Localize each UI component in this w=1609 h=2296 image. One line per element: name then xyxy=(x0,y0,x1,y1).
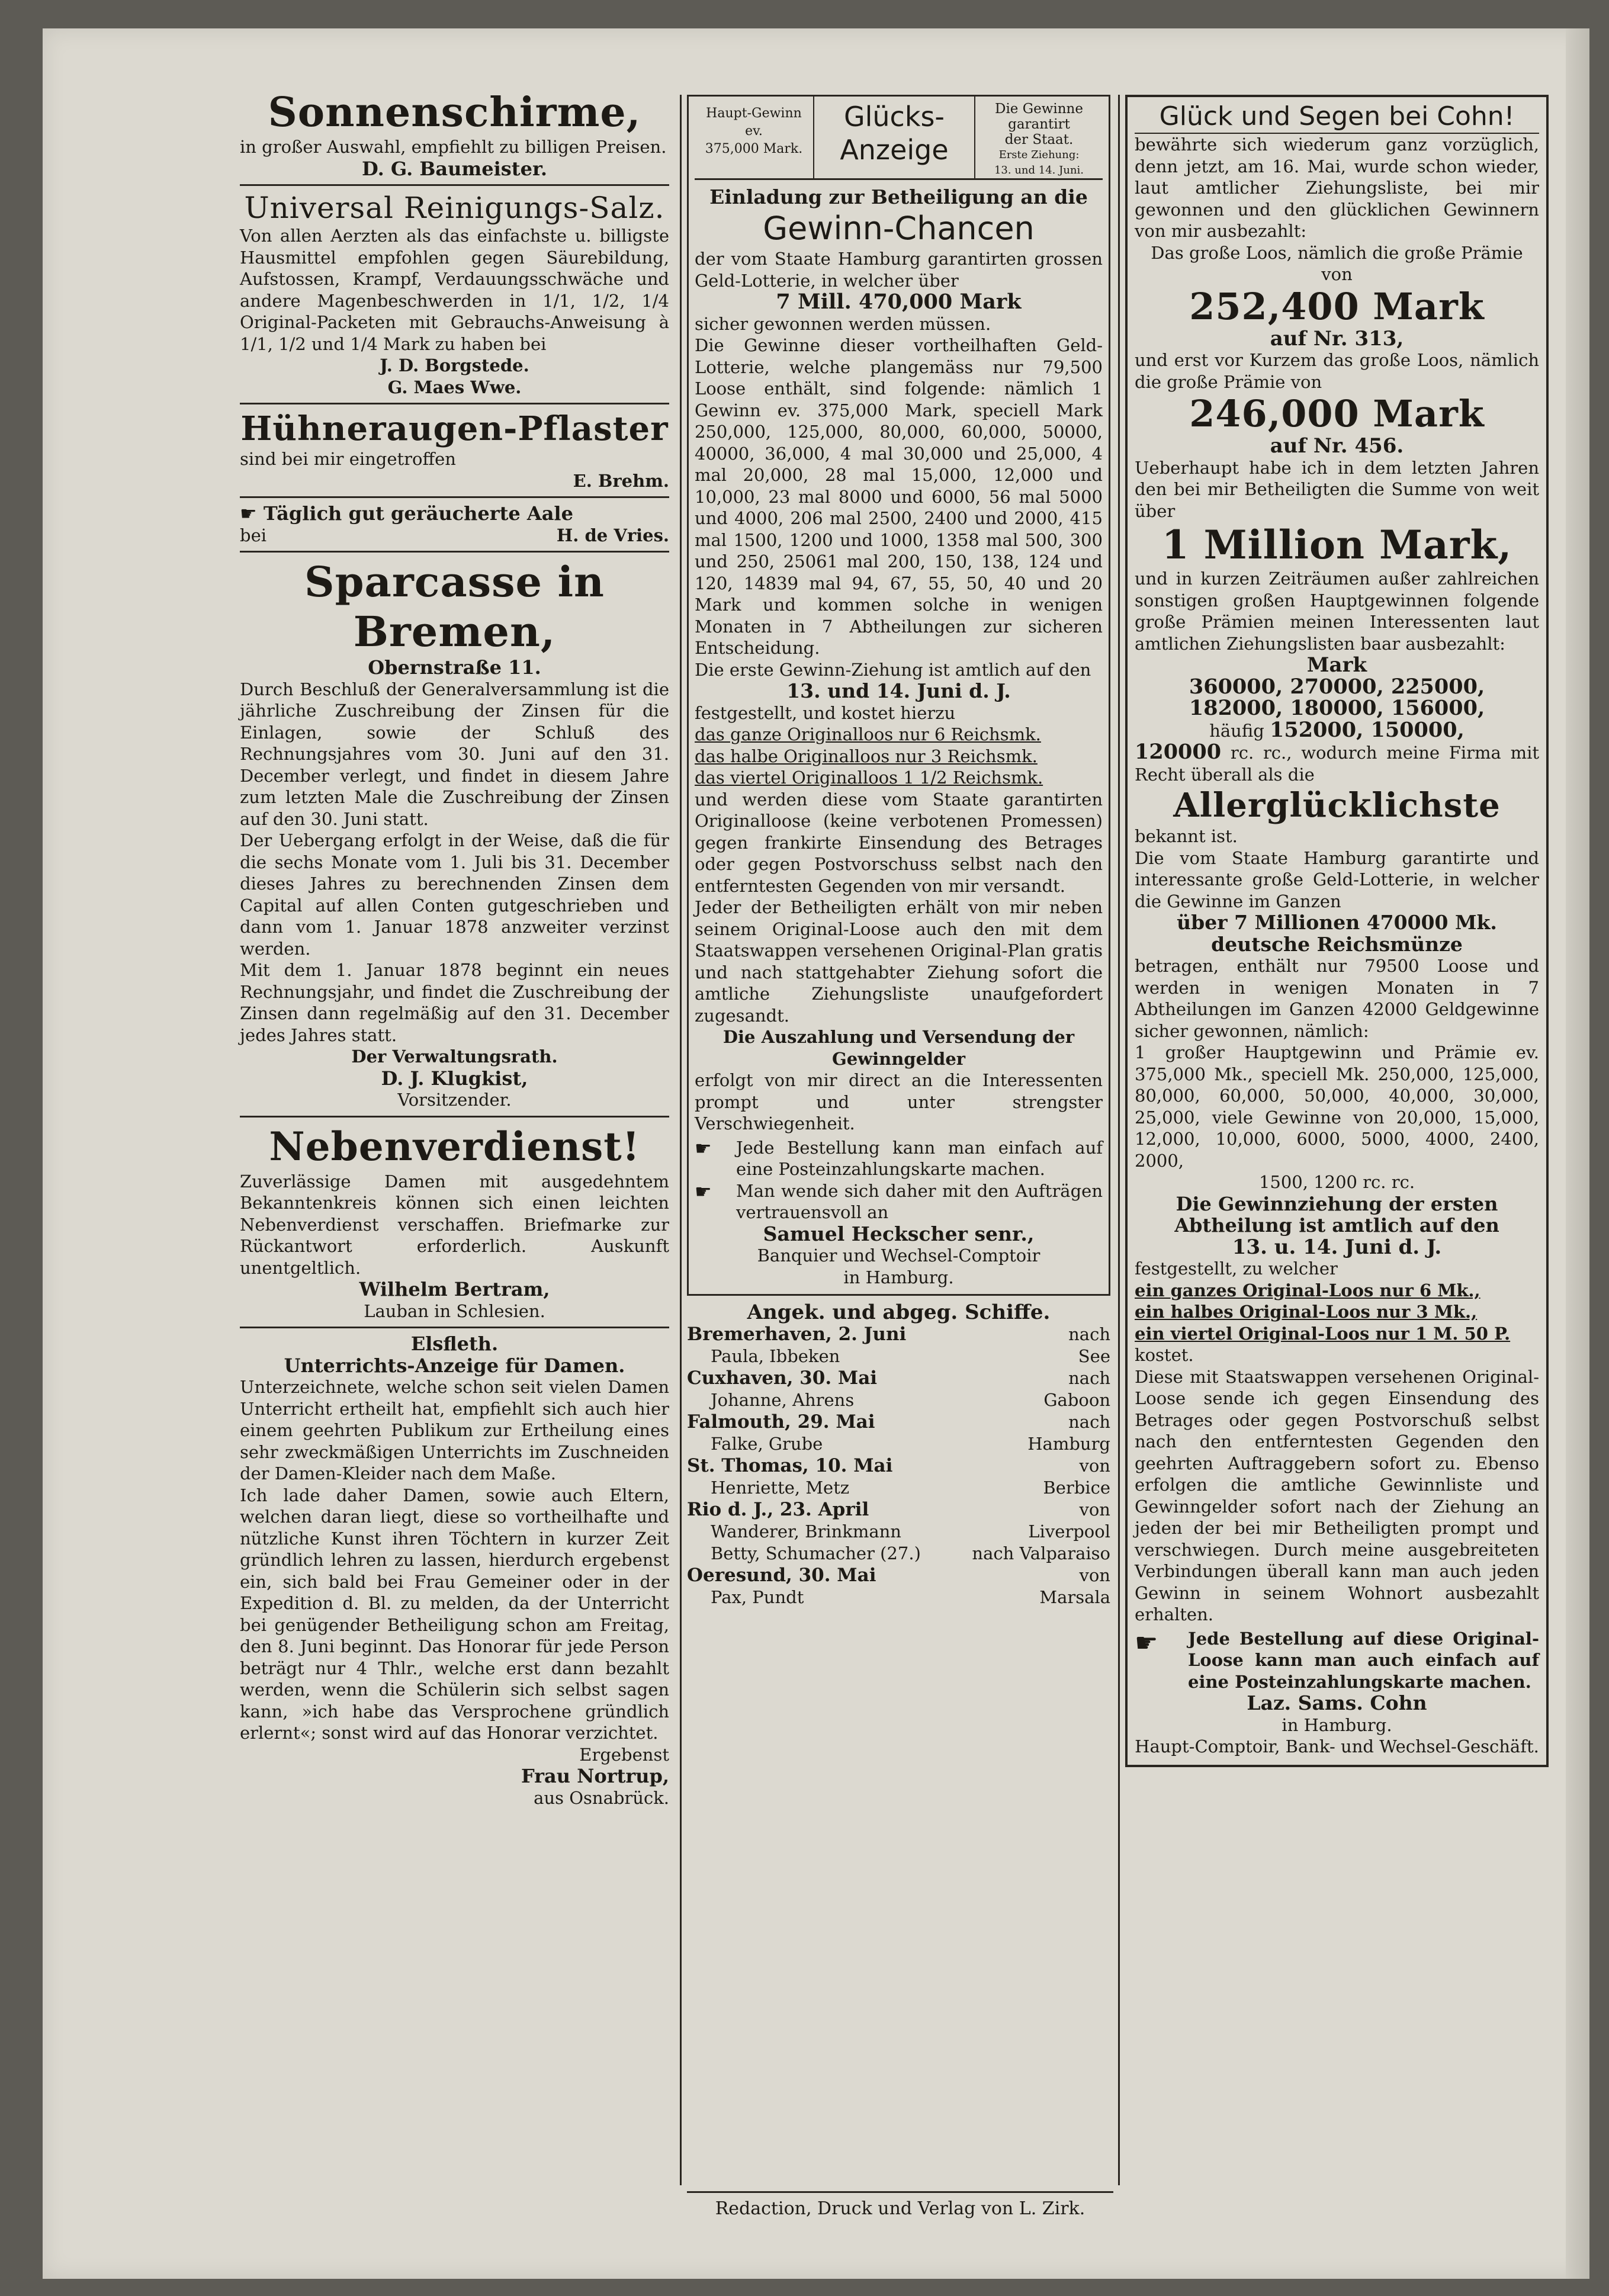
cohn-nums-2: 182000, 180000, 156000, xyxy=(1189,696,1485,720)
ship-row-left: Johanne, Ahrens xyxy=(711,1389,855,1410)
ships-section xyxy=(687,1302,1110,1608)
price-quarter: das viertel Originalloos 1 1/2 Reichsmk. xyxy=(695,768,1043,788)
ship-row-left: Betty, Schumacher (27.) xyxy=(711,1543,921,1563)
cohn-number-2: auf Nr. 456. xyxy=(1270,434,1404,458)
reinigung-title: Universal Reinigungs-Salz. xyxy=(244,191,665,225)
lottery-p2: Die Gewinne dieser vortheilhaften Geld-Lotterie, welche plangemäss nur 79,500 Loose enthält, sind folgende: nämlich 1 Gewinn ev. 375,000 Mark, speciell Mark 250,000, 125,000, 80,000, 60,000, 50000, 40000, 36,000, 4 mal 30,000 und 25,000, 4 mal 20,000, 28 mal 15,000, 12,000 und 10,000, 23 mal 8000 und 6000, 56 mal 5000 und 4000, 206 mal 2500, 2400 und 2000, 415 mal 1500, 1200 und 1000, 1358 mal 500, 300 und 250, 25061 mal 200, 150, 138, 124 und 120, 14839 mal 94, 67, 55, 50, 40 und 20 Mark und kommen solche in wenigen Monaten in 7 Abtheilungen zur sicheren Entscheidung. xyxy=(695,335,1103,658)
header-left-1: Haupt-Gewinn xyxy=(706,106,802,121)
cohn-reichs: deutsche Reichsmünze xyxy=(1211,932,1463,956)
gluecks-header xyxy=(695,97,1103,180)
page-edge xyxy=(1566,28,1589,2279)
cohn-p8b: 1500, 1200 rc. rc. xyxy=(1258,1172,1415,1192)
cohn-fest: festgestellt, zu welcher xyxy=(1135,1258,1338,1279)
cohn-sign-3: Haupt-Comptoir, Bank- und Wechsel-Geschäft. xyxy=(1135,1736,1539,1756)
ship-row xyxy=(687,1587,1110,1608)
ship-row-right: nach xyxy=(1068,1411,1110,1432)
cohn-million: 1 Million Mark, xyxy=(1161,522,1512,568)
footer-rule xyxy=(687,2191,1113,2193)
elsfleth-ergebenst: Ergebenst xyxy=(579,1744,669,1765)
ship-row xyxy=(687,1477,1110,1499)
ship-row xyxy=(687,1455,1110,1477)
huehner-title: Hühneraugen-Pflaster xyxy=(240,409,669,448)
heckscher-sign-3: in Hamburg. xyxy=(843,1267,954,1287)
heckscher-sign-2: Banquier und Wechsel-Comptoir xyxy=(757,1245,1040,1266)
ship-row-left: Falmouth, 29. Mai xyxy=(687,1411,875,1433)
ship-row-right: Berbice xyxy=(1043,1477,1110,1498)
lottery-p6: Jeder der Betheiligten erhält von mir neben seinem Original-Loose auch den mit dem Staatswappen versehenen Original-Plan gratis und nach stattgehabter Ziehung sofort die amtliche Ziehungsliste unaufgefordert zugesandt. xyxy=(695,897,1103,1026)
ship-row xyxy=(687,1499,1110,1521)
sonnenschirme-sign: D. G. Baumeister. xyxy=(362,157,547,180)
aale-bei: bei xyxy=(240,525,267,545)
cohn-p5: und in kurzen Zeiträumen außer zahlreichen sonstigen großen Hauptgewinnen folgende große Prämien meinen Interessenten laut amtlichen Ziehungslisten baar ausbezahlt: xyxy=(1135,569,1539,654)
header-left-3: 375,000 Mark. xyxy=(705,142,803,156)
cohn-p1: bewährte sich wiederum ganz vorzüglich, denn jetzt, am 16. Mai, wurde schon wieder, laut amtlicher Ziehungsliste, bei mir gewonnen und den glücklichen Gewinnern von mir ausbezahlt: xyxy=(1135,134,1539,241)
lottery-p5: und werden diese vom Staate garantirten Originalloose (keine verbotenen Promessen) gegen frankirte Einsendung des Betrages oder gegen Postvorschuss selbst nach den entferntesten Gegenden von mir versandt. xyxy=(695,789,1103,896)
ship-row-left: Falke, Grube xyxy=(711,1433,823,1454)
cohn-p8: 1 großer Hauptgewinn und Prämie ev. 375,000 Mk., speciell Mk. 250,000, 125,000, 80,000, 60,000, 50,000, 40,000, 30,000, 25,000, viele Gewinne von 20,000, 15,000, 12,000, 10,000, 6000, 5000, 4000, 2400, 2000, xyxy=(1135,1042,1539,1171)
ship-row-right: nach xyxy=(1068,1324,1110,1344)
ship-row xyxy=(687,1324,1110,1346)
cohn-p9: Diese mit Staatswappen versehenen Original-Loose sende ich gegen Einsendung des Betrages oder gegen Postvorschuß selbst nach den entferntesten Gegenden den geehrten Auftraggebern sofort zu. Ebenso erfolgen die amtliche Gewinnliste und Gewinngelder sofort nach der Ziehung an jeden der bei mir Betheiligten prompt und verschwiegen. Durch meine ausgebreiteten Verbindungen überall kann man auch jeden Gewinn in seinem Wohnort ausbezahlt erhalten. xyxy=(1135,1366,1539,1624)
sparcasse-title: Sparcasse in Bremen, xyxy=(304,557,605,656)
sparcasse-p3: Mit dem 1. Januar 1878 beginnt ein neues Rechnungsjahr, und findet die Zuschreibung der Zinsen dann regelmäßig auf den 31. December jedes Jahres statt. xyxy=(240,960,669,1045)
header-left-2: ev. xyxy=(745,124,763,139)
aale-line: Täglich gut geräucherte Aale xyxy=(263,502,573,525)
ship-row-left: Bremerhaven, 2. Juni xyxy=(687,1323,907,1345)
ship-row-right: von xyxy=(1079,1499,1110,1520)
cohn-note: Jede Bestellung auf diese Original-Loose kann man auch einfach auf eine Posteinzahlungskarte machen. xyxy=(1188,1628,1539,1692)
cohn-bekannt: bekannt ist. xyxy=(1135,826,1238,846)
lottery-p4: festgestellt, und kostet hierzu xyxy=(695,702,956,723)
header-right-3: der Staat. xyxy=(1004,132,1074,147)
ship-row-right: Marsala xyxy=(1039,1587,1110,1607)
ship-row xyxy=(687,1389,1110,1411)
cohn-loos-whole: ein ganzes Original-Loos nur 6 Mk., xyxy=(1135,1280,1480,1300)
lottery-p1: der vom Staate Hamburg garantirten grossen Geld-Lotterie, in welcher über xyxy=(695,249,1103,291)
divider xyxy=(240,403,669,404)
cohn-p3: und erst vor Kurzem das große Loos, nämlich die große Prämie von xyxy=(1135,350,1539,392)
ship-row xyxy=(687,1346,1110,1367)
ship-row-left: Pax, Pundt xyxy=(711,1587,804,1607)
pointing-hand-icon: ☛ xyxy=(695,1180,712,1203)
ship-row xyxy=(687,1411,1110,1433)
header-mid-1: Glücks- xyxy=(843,101,945,133)
ship-row-right: Gaboon xyxy=(1043,1389,1110,1410)
lottery-date: 13. und 14. Juni d. J. xyxy=(786,679,1011,702)
ships-title: Angek. und abgeg. Schiffe. xyxy=(747,1300,1051,1324)
cohn-nums-1: 360000, 270000, 225000, xyxy=(1189,674,1485,699)
ship-row-left: Paula, Ibbeken xyxy=(711,1346,840,1366)
imprint: Redaction, Druck und Verlag von L. Zirk. xyxy=(715,2198,1085,2219)
cohn-p2: Das große Loos, nämlich die große Prämie von xyxy=(1151,242,1523,284)
ship-row-left: Cuxhaven, 30. Mai xyxy=(687,1367,878,1389)
ship-row-right: nach xyxy=(1068,1367,1110,1388)
reinigung-sign-2: G. Maes Wwe. xyxy=(387,377,522,397)
huehner-sign: E. Brehm. xyxy=(573,470,669,491)
cohn-amount-2: 246,000 Mark xyxy=(1189,392,1485,435)
ship-row-right: See xyxy=(1078,1346,1110,1366)
column-1 xyxy=(240,89,669,1809)
pointing-hand-icon: ☛ xyxy=(695,1136,712,1160)
sparcasse-p1: Durch Beschluß der Generalversammlung ist die jährliche Zuschreibung der Zinsen für die Einlagen, sowie der Schluß des Rechnungsjahres vom 30. Juni auf den 31. December verlegt, und findet in diesem Jahre zum letzten Male die Zuschreibung der Zinsen auf den 30. Juni statt. xyxy=(240,679,669,829)
sparcasse-sub: Obernstraße 11. xyxy=(368,656,541,679)
elsfleth-sign-2: aus Osnabrück. xyxy=(534,1787,669,1808)
header-left xyxy=(695,97,814,178)
divider xyxy=(240,1116,669,1118)
cohn-ueber: über 7 Millionen 470000 Mk. xyxy=(1177,911,1497,934)
ship-row xyxy=(687,1433,1110,1455)
cohn-haeufig: häufig xyxy=(1209,720,1264,741)
lottery-ad xyxy=(687,95,1110,1296)
ship-row-left: Rio d. J., 23. April xyxy=(687,1498,869,1520)
cohn-loos-quarter: ein viertel Original-Loos nur 1 M. 50 P. xyxy=(1135,1323,1511,1344)
cohn-p4: Ueberhaupt habe ich in dem letzten Jahren den bei mir Betheiligten die Summe von weit über xyxy=(1135,457,1539,521)
sparcasse-sign-2: D. J. Klugkist, xyxy=(381,1067,528,1090)
column-3 xyxy=(1125,95,1549,1767)
ship-row xyxy=(687,1565,1110,1587)
ship-row-right: von xyxy=(1079,1455,1110,1476)
lottery-auszahlung: Die Auszahlung und Versendung der Gewinngelder xyxy=(722,1027,1075,1069)
lottery-p3: Die erste Gewinn-Ziehung ist amtlich auf den xyxy=(695,659,1091,680)
sonnenschirme-text: in großer Auswahl, empfiehlt zu billigen Preisen. xyxy=(240,137,667,157)
divider xyxy=(240,1327,669,1328)
ship-row xyxy=(687,1367,1110,1389)
heckscher-sign-1: Samuel Heckscher senr., xyxy=(763,1222,1035,1245)
cohn-ziehung: Die Gewinnziehung der ersten Abtheilung ist amtlich auf den xyxy=(1174,1192,1499,1237)
divider xyxy=(240,184,669,186)
huehner-text: sind bei mir eingetroffen xyxy=(240,449,456,469)
ship-row xyxy=(687,1521,1110,1543)
ship-row-right: nach Valparaiso xyxy=(972,1543,1110,1563)
nebenverdienst-title: Nebenverdienst! xyxy=(269,1123,640,1170)
cohn-firma: rc. rc., wodurch meine Firma mit Recht überall als die xyxy=(1135,743,1540,785)
lottery-note-1: Jede Bestellung kann man einfach auf eine Posteinzahlungskarte machen. xyxy=(736,1137,1103,1179)
header-right-2: garantirt xyxy=(1008,117,1070,132)
ship-row-left: St. Thomas, 10. Mai xyxy=(687,1454,893,1476)
nebenverdienst-text: Zuverlässige Damen mit ausgedehntem Bekanntenkreis können sich einen leichten Nebenverdienst verschaffen. Briefmarke zur Rückantwort erforderlich. Auskunft unentgeltlich. xyxy=(240,1171,669,1278)
nebenverdienst-sign-2: Lauban in Schlesien. xyxy=(364,1300,545,1321)
pointing-hand-icon: ☛ xyxy=(240,502,264,525)
lottery-mill: 7 Mill. 470,000 Mark xyxy=(776,290,1022,314)
cohn-loos-half: ein halbes Original-Loos nur 3 Mk., xyxy=(1135,1302,1478,1322)
cohn-allergluecklichste: Allerglücklichste xyxy=(1173,786,1501,825)
sparcasse-p2: Der Uebergang erfolgt in der Weise, daß die für die sechs Monate vom 1. Juli bis 31. December dieses Jahres zu berechnenden Zinsen dem Capital auf allen Conten gutgeschrieben und dann vom 1. Januar 1878 anzweiter verzinst werden. xyxy=(240,830,669,959)
cohn-sign-1: Laz. Sams. Cohn xyxy=(1247,1691,1427,1714)
elsfleth-title: Unterrichts-Anzeige für Damen. xyxy=(284,1354,625,1377)
elsfleth-p1: Unterzeichnete, welche schon seit vielen Damen Unterricht ertheilt hat, empfiehlt sich auch hier einem geehrten Publikum zur Ertheilung eines sehr zweckmäßigen Unterrichts im Zuschneiden der Damen-Kleider nach dem Maße. xyxy=(240,1377,669,1483)
elsfleth-p2: Ich lade daher Damen, sowie auch Eltern, welchen daran liegt, diese so vortheilhafte und nützliche Kunst ihren Töchtern in kurzer Zeit gründlich lehren zu lassen, hierdurch ergebenst ein, sich bald bei Frau Gemeiner oder in der Expedition d. Bl. zu melden, da der Unterricht bei genügender Betheiligung schon am Freitag, den 8. Juni beginnt. Das Honorar für jede Person beträgt nur 4 Thlr., welche erst dann bezahlt werden, wenn die Schülerin sich selbst sagen kann, »ich habe das Versprochene gründlich erlernt«; sonst wird auf das Honorar verzichtet. xyxy=(240,1485,669,1743)
ship-row-right: Hamburg xyxy=(1027,1433,1110,1454)
column-2 xyxy=(687,95,1110,1608)
cohn-kostet: kostet. xyxy=(1135,1345,1194,1365)
ship-row xyxy=(687,1543,1110,1565)
cohn-sign-2: in Hamburg. xyxy=(1282,1714,1392,1735)
cohn-nums-3: 152000, 150000, xyxy=(1269,717,1465,742)
lottery-p1b: sicher gewonnen werden müssen. xyxy=(695,313,991,334)
divider xyxy=(240,496,669,498)
sparcasse-sign-1: Der Verwaltungsrath. xyxy=(351,1046,558,1067)
cohn-title: Glück und Segen bei Cohn! xyxy=(1135,101,1539,134)
lottery-p7: erfolgt von mir direct an die Interessenten prompt und unter strengster Verschwiegenheit. xyxy=(695,1070,1103,1133)
cohn-amount-1: 252,400 Mark xyxy=(1189,284,1485,328)
reinigung-text: Von allen Aerzten als das einfachste u. billigste Hausmittel empfohlen gegen Säurebildung, Aufstossen, Krampf, Verdauungsschwäche und andere Magenbeschwerden in 1/1, 1/2, 1/4 Original-Packeten mit Gebrauchs-Anweisung à 1/1, 1/2 und 1/4 Mark zu haben bei xyxy=(240,226,669,354)
reinigung-sign-1: J. D. Borgstede. xyxy=(380,355,529,375)
header-right-1: Die Gewinne xyxy=(995,101,1083,117)
lottery-note-2: Man wende sich daher mit den Aufträgen vertrauensvoll an xyxy=(736,1180,1103,1222)
ship-row-right: Liverpool xyxy=(1028,1521,1110,1542)
ship-row-left: Wanderer, Brinkmann xyxy=(711,1521,901,1542)
header-right-5: 13. und 14. Juni. xyxy=(994,164,1084,176)
cohn-number-1: auf Nr. 313, xyxy=(1270,326,1404,351)
cohn-p6: Die vom Staate Hamburg garantirte und interessante große Geld-Lotterie, in welcher die Gewinne im Ganzen xyxy=(1135,847,1539,911)
cohn-date: 13. u. 14. Juni d. J. xyxy=(1232,1235,1442,1259)
elsfleth-sign-1: Frau Nortrup, xyxy=(521,1765,669,1787)
cohn-p7: betragen, enthält nur 79500 Loose und werden in wenigen Monaten in 7 Abtheilungen im Ganzen 42000 Geldgewinne sicher gewonnen, nämlich: xyxy=(1135,956,1539,1041)
ships-list xyxy=(687,1324,1110,1608)
column-rule-left xyxy=(680,95,682,2185)
price-half: das halbe Originalloos nur 3 Reichsmk. xyxy=(695,746,1038,766)
cohn-ad xyxy=(1125,95,1549,1767)
column-rule-right xyxy=(1118,95,1120,2185)
einladung-title: Einladung zur Betheiligung an die xyxy=(709,185,1088,208)
cohn-mark: Mark xyxy=(1306,653,1367,677)
chancen-title: Gewinn-Chancen xyxy=(763,210,1035,247)
header-mid-2: Anzeige xyxy=(840,134,949,166)
aale-sign: H. de Vries. xyxy=(556,525,669,545)
header-middle xyxy=(814,97,975,178)
ship-row-right: von xyxy=(1079,1565,1110,1585)
header-right-4: Erste Ziehung: xyxy=(998,149,1080,161)
header-right xyxy=(975,97,1103,178)
pointing-hand-icon: ☛ xyxy=(1135,1627,1158,1658)
nebenverdienst-sign-1: Wilhelm Bertram, xyxy=(359,1278,550,1300)
divider xyxy=(240,551,669,553)
sonnenschirme-title: Sonnenschirme, xyxy=(268,89,641,136)
ship-row-left: Henriette, Metz xyxy=(711,1477,850,1498)
elsfleth-place: Elsfleth. xyxy=(410,1332,499,1355)
price-whole: das ganze Originalloos nur 6 Reichsmk. xyxy=(695,724,1041,744)
sparcasse-sign-3: Vorsitzender. xyxy=(397,1090,512,1110)
cohn-nums-4: 120000 xyxy=(1135,740,1222,764)
ship-row-left: Oeresund, 30. Mai xyxy=(687,1564,876,1586)
